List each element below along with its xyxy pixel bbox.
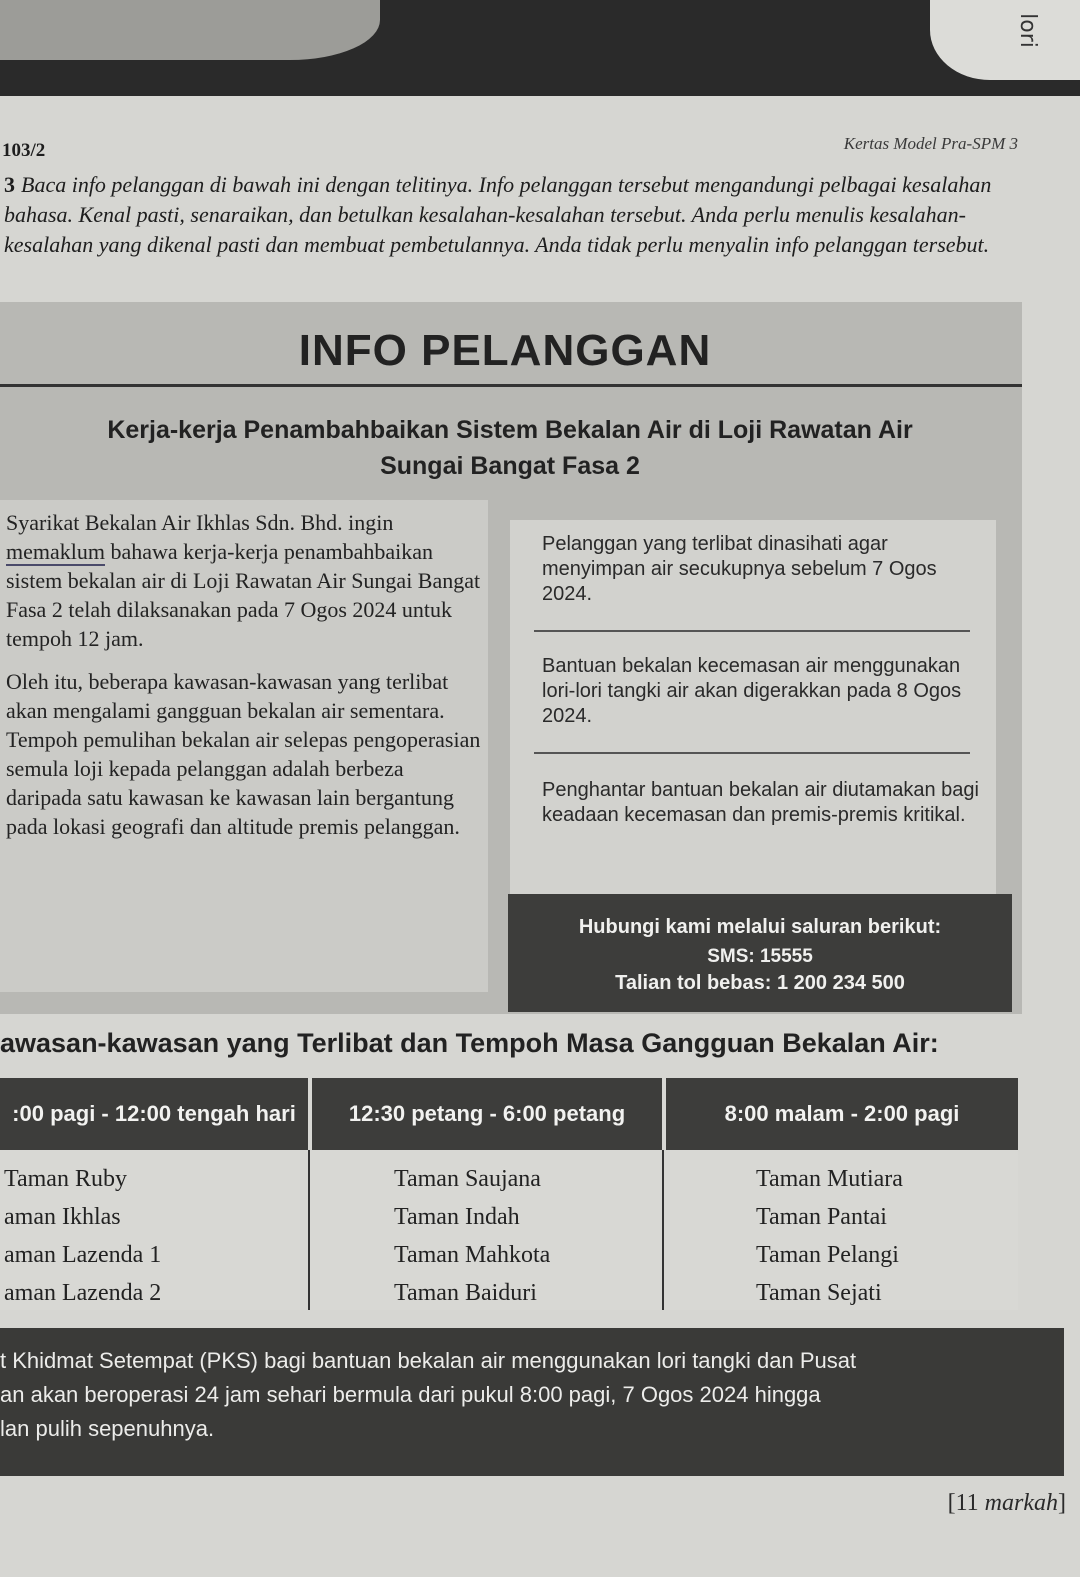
area-item: aman Lazenda 1 <box>4 1242 162 1268</box>
schedule-time-2: 12:30 petang - 6:00 petang <box>312 1078 662 1150</box>
info-subtitle <box>10 412 1010 484</box>
area-item: Taman Sejati <box>756 1280 882 1306</box>
photo-background-object <box>0 0 380 60</box>
notice-divider-1 <box>534 630 970 632</box>
contact-heading: Hubungi kami melalui saluran berikut: <box>578 916 942 938</box>
pks-line-3: lan pulih sepenuhnya. <box>0 1416 215 1441</box>
announcement-paragraph-1 <box>6 508 484 653</box>
contact-box <box>508 894 1012 1012</box>
question-instructions: Baca info pelanggan di bawah ini dengan telitinya. Info pelanggan tersebut mengandungi pelbagai kesalahan bahasa. Kenal pasti, senaraikan, dan betulkan kesalahan-kesalahan tersebut. Anda perlu menulis kesalahan-kesalahan yang dikenal pasti dan membuat pembetulannya. Anda tidak perlu menyalin info pelanggan tersebut. <box>4 172 992 257</box>
announcement-p1-start: Syarikat Bekalan Air Ikhlas Sdn. Bhd. ingin <box>6 510 394 535</box>
notice-divider-2 <box>534 752 970 754</box>
info-subtitle-line-2: Sungai Bangat Fasa 2 <box>380 452 640 480</box>
schedule-areas-3 <box>756 1160 903 1312</box>
photo-background-paper-corner <box>930 0 1080 80</box>
area-item: aman Lazenda 2 <box>4 1280 162 1306</box>
schedule-time-1: :00 pagi - 12:00 tengah hari <box>0 1078 308 1150</box>
area-item: Taman Pelangi <box>756 1242 899 1268</box>
info-title: INFO PELANGGAN <box>298 326 712 375</box>
pks-line-1: t Khidmat Setempat (PKS) bagi bantuan bekalan air menggunakan lori tangki dan Pusat <box>0 1348 857 1373</box>
announcement-text <box>6 508 484 855</box>
marks-word: markah <box>984 1490 1058 1516</box>
contact-tollfree: Talian tol bebas: 1 200 234 500 <box>615 972 905 994</box>
area-item: Taman Mutiara <box>756 1166 903 1192</box>
area-item: Taman Mahkota <box>394 1242 551 1268</box>
notice-advice: Pelanggan yang terlibat dinasihati agar menyimpan air secukupnya sebelum 7 Ogos 2024. <box>542 533 937 605</box>
area-item: Taman Saujana <box>394 1166 541 1192</box>
marks-number: 11 <box>955 1490 979 1516</box>
handwritten-note: lori <box>1014 13 1040 48</box>
question-text <box>4 170 1024 260</box>
schedule-column-divider-2 <box>662 1150 664 1310</box>
notice-priority: Penghantar bantuan bekalan air diutamakan bagi keadaan kecemasan dan premis-premis kritikal. <box>542 779 979 826</box>
announcement-paragraph-2: Oleh itu, beberapa kawasan-kawasan yang terlibat akan mengalami gangguan bekalan air sementara. Tempoh pemulihan bekalan air selepas pengoperasian semula loji kepada pelanggan adalah berbeza daripada satu kawasan ke kawasan lain bergantung pada lokasi geografi dan altitude premis pelanggan. <box>6 669 481 839</box>
contact-sms: SMS: 15555 <box>707 946 813 967</box>
notice-emergency-supply: Bantuan bekalan kecemasan air menggunakan lori-lori tangki air akan digerakkan pada 8 Ogos 2024. <box>542 655 962 727</box>
schedule-heading: awasan-kawasan yang Terlibat dan Tempoh Masa Gangguan Bekalan Air: <box>0 1028 939 1058</box>
paper-code: 103/2 <box>2 140 46 161</box>
pks-notice-box <box>0 1328 1064 1476</box>
area-item: Taman Indah <box>394 1204 520 1230</box>
area-item: Taman Ruby <box>4 1166 127 1192</box>
question-number: 3 <box>4 172 15 197</box>
schedule-time-3: 8:00 malam - 2:00 pagi <box>666 1078 1018 1150</box>
schedule-areas-1 <box>4 1160 161 1312</box>
announcement-p1-end: bahawa kerja-kerja penambahbaikan sistem bekalan air di Loji Rawatan Air Sungai Bangat Fasa 2 telah dilaksanakan pada 7 Ogos 2024 untuk tempoh 12 jam. <box>6 539 481 651</box>
underlined-error-word: memaklum <box>6 539 105 564</box>
area-item: aman Ikhlas <box>4 1204 121 1230</box>
paper-series: Kertas Model Pra-SPM 3 <box>843 134 1018 153</box>
info-title-divider <box>0 384 1022 387</box>
marks-label: [11 markah] <box>947 1490 1066 1516</box>
pks-line-2: an akan beroperasi 24 jam sehari bermula dari pukul 8:00 pagi, 7 Ogos 2024 hingga <box>0 1382 821 1407</box>
schedule-column-divider-1 <box>308 1150 310 1310</box>
area-item: Taman Pantai <box>756 1204 887 1230</box>
schedule-areas-2 <box>394 1160 550 1312</box>
area-item: Taman Baiduri <box>394 1280 537 1306</box>
info-subtitle-line-1: Kerja-kerja Penambahbaikan Sistem Bekalan Air di Loji Rawatan Air <box>107 416 913 444</box>
